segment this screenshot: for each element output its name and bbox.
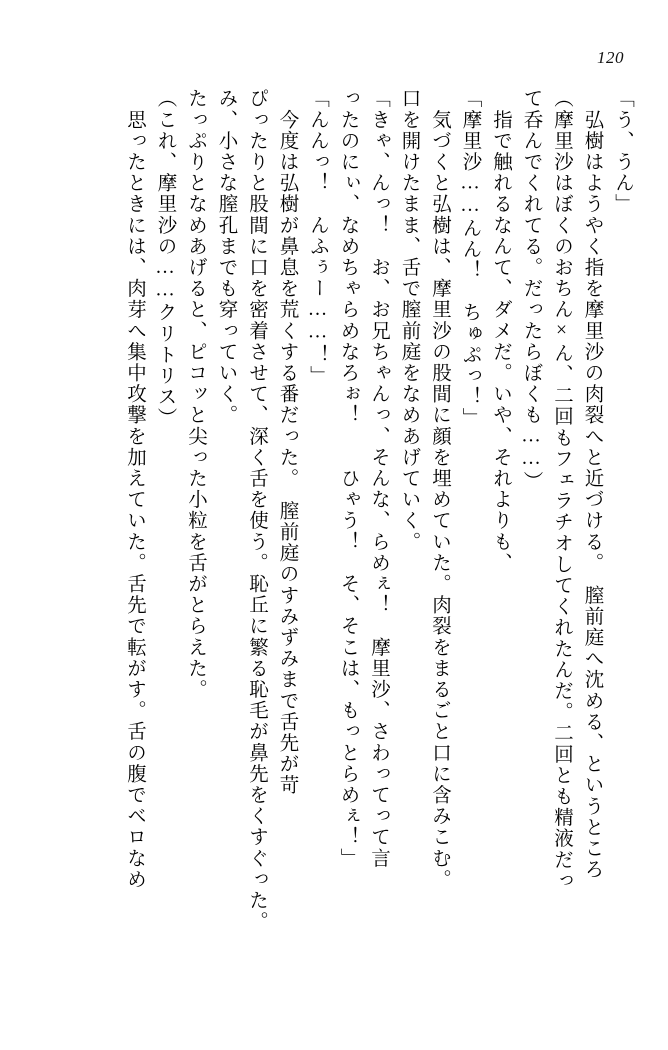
text-line: 思ったときには、肉芽へ集中攻撃を加えていた。舌先で転がす。舌の腹でベロなめ [124, 88, 145, 890]
text-line: 弘樹はようやく指を摩里沙の肉裂へと近づける。 膣前庭へ沈める、というところ [581, 88, 603, 881]
text-line: （摩里沙はぼくのおちん×ん、二回もフェラチオしてくれたんだ。二回とも精液だっ [551, 88, 572, 892]
text-line: ったのにぃ、なめちゃらめなろぉ！ ひゃう！ そ、そこは、もっとらめぇ！」 [337, 88, 359, 869]
text-line: 「う、うん」 [612, 88, 633, 215]
text-line: 「きゃ、んっ！ お、お兄ちゃんっ、そんな、らめぇ！ 摩里沙、さわってって言 [368, 88, 389, 869]
text-line: 今度は弘樹が鼻息を荒くする番だった。 膣前庭のすみずみまで舌先が苛 [276, 88, 298, 796]
text-line: 指で触れるなんて、ダメだ。いや、それよりも、 [490, 88, 511, 574]
text-line: ぴったりと股間に口を密着させて、深く舌を使う。恥丘に繁る恥毛が鼻先をくすぐった。 [246, 88, 267, 932]
page-number: 120 [597, 48, 624, 67]
text-line: （これ、摩里沙の……クリトリス） [154, 88, 176, 429]
text-line: たっぷりとなめあげると、ピコッと尖った小粒を舌がとらえた。 [185, 88, 206, 700]
text-line: み、小さな膣孔までも穿っていく。 [215, 88, 237, 426]
text-line: て呑んでくれてる。だったらぼくも……） [520, 88, 542, 492]
text-line: 気づくと弘樹は、摩里沙の股間に顔を埋めていた。肉裂をまるごと口に含みこむ。 [429, 88, 450, 890]
vertical-text-body [36, 88, 632, 1020]
text-line: 「んんっ！ んふぅー……！」 [307, 88, 328, 387]
text-line: 「摩里沙……んん！ ちゅぷっ！」 [459, 88, 481, 429]
text-line: 口を開けたまま、舌で膣前庭をなめあげていく。 [398, 88, 420, 553]
